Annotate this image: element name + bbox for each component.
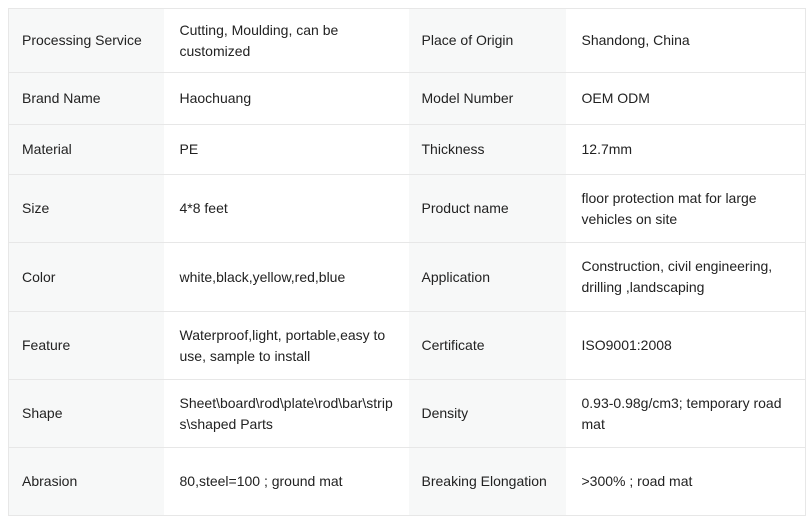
spec-value-right: 12.7mm [566,125,806,175]
table-row [9,73,806,125]
spec-label-left: Abrasion [9,448,164,516]
spec-value-left: Waterproof,light, portable,easy to use, sample to install [164,312,409,380]
spec-label-left: Size [9,175,164,243]
spec-value-left: 80,steel=100 ; ground mat [164,448,409,516]
spec-value-left: Haochuang [164,73,409,125]
table-row [9,312,806,380]
table-row [9,243,806,312]
spec-label-left: Color [9,243,164,312]
spec-label-right: Product name [409,175,566,243]
spec-value-right: ISO9001:2008 [566,312,806,380]
spec-label-right: Breaking Elongation [409,448,566,516]
spec-value-right: Shandong, China [566,9,806,73]
spec-label-right: Certificate [409,312,566,380]
table-row [9,175,806,243]
spec-value-right: floor protection mat for large vehicles on site [566,175,806,243]
table-row [9,125,806,175]
table-row [9,380,806,448]
spec-value-left: Sheet\board\rod\plate\rod\bar\strips\shaped Parts [164,380,409,448]
spec-value-left: 4*8 feet [164,175,409,243]
spec-label-right: Model Number [409,73,566,125]
spec-label-left: Material [9,125,164,175]
spec-label-left: Processing Service [9,9,164,73]
spec-value-left: white,black,yellow,red,blue [164,243,409,312]
spec-label-right: Application [409,243,566,312]
spec-table-body [9,9,806,516]
spec-label-left: Brand Name [9,73,164,125]
spec-label-right: Thickness [409,125,566,175]
spec-value-right: OEM ODM [566,73,806,125]
spec-value-left: PE [164,125,409,175]
spec-value-left: Cutting, Moulding, can be customized [164,9,409,73]
spec-value-right: 0.93-0.98g/cm3; temporary road mat [566,380,806,448]
spec-label-right: Density [409,380,566,448]
spec-label-left: Shape [9,380,164,448]
table-row [9,448,806,516]
product-spec-table [8,8,806,516]
spec-value-right: Construction, civil engineering, drilling ,landscaping [566,243,806,312]
spec-label-right: Place of Origin [409,9,566,73]
spec-label-left: Feature [9,312,164,380]
table-row [9,9,806,73]
spec-value-right: >300% ; road mat [566,448,806,516]
